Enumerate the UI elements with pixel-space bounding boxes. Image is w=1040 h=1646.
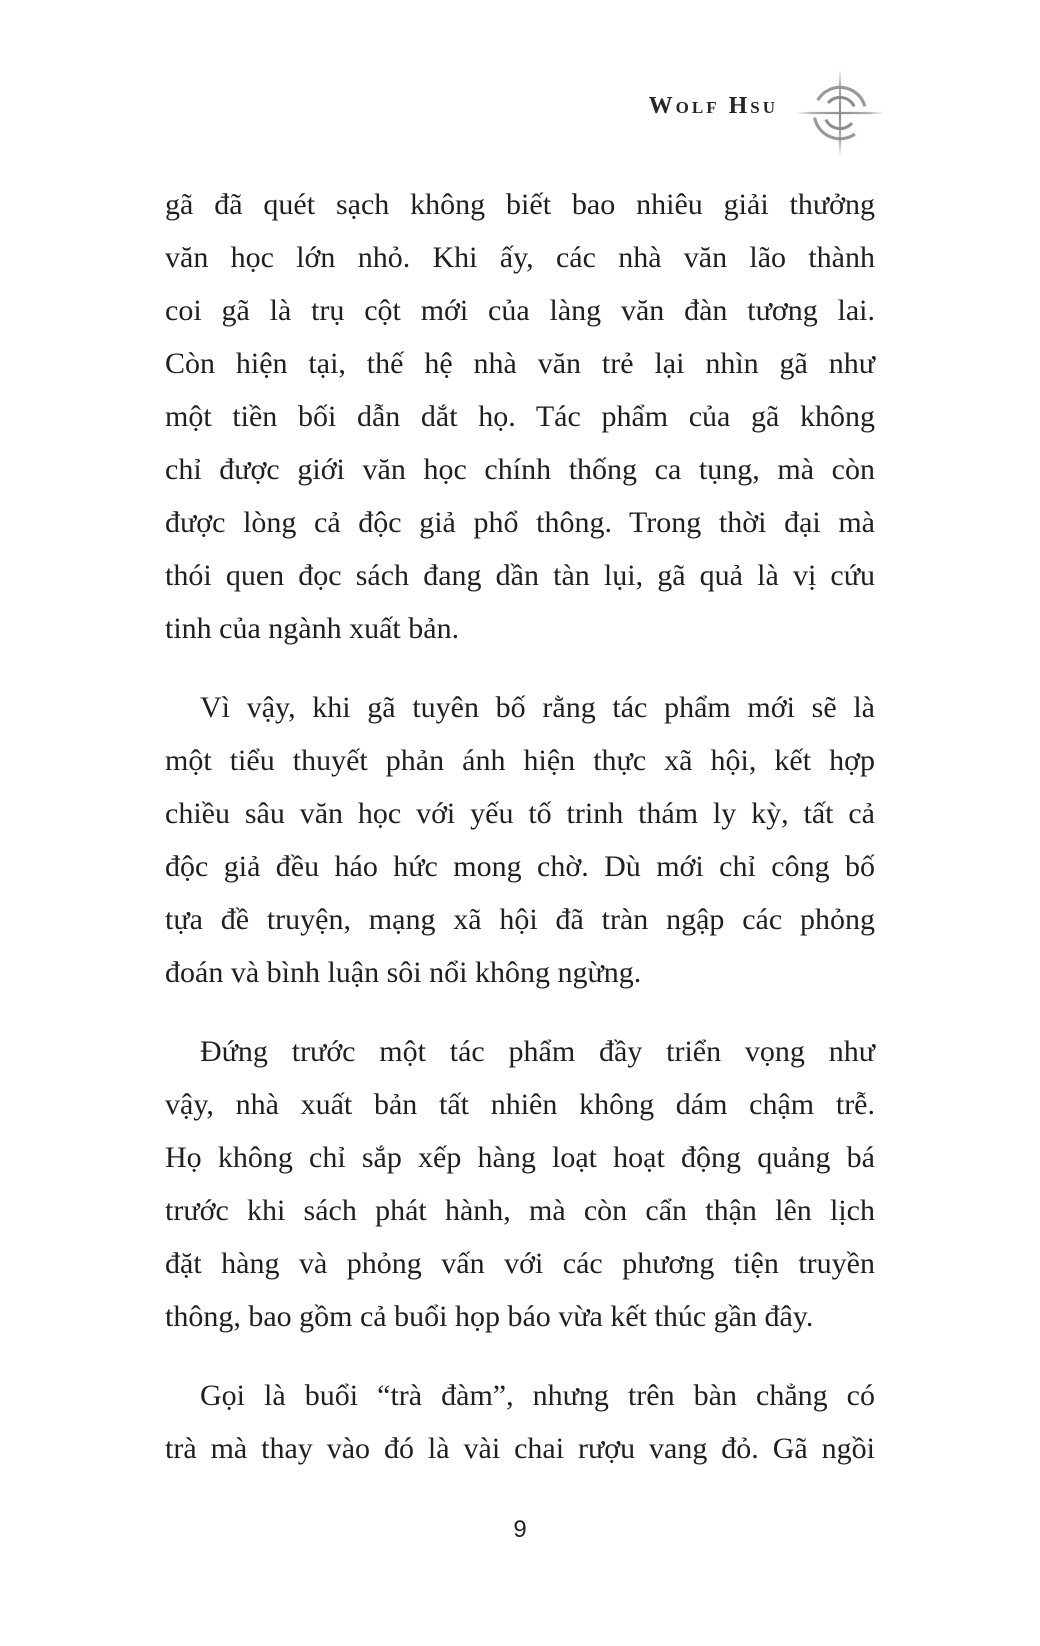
text-line: Gọi là buổi “trà đàm”, nhưng trên bàn chẳng có [200,1379,875,1412]
text-line: chỉ được giới văn học chính thống ca tụng, mà còn [165,453,875,486]
text-line: tinh của ngành xuất bản. [165,612,460,645]
text-line: đoán và bình luận sôi nổi không ngừng. [165,956,642,989]
text-line: Còn hiện tại, thế hệ nhà văn trẻ lại nhìn gã như [165,347,875,380]
paragraph [165,1025,875,1343]
text-line: văn học lớn nhỏ. Khi ấy, các nhà văn lão thành [165,241,875,274]
text-line: Vì vậy, khi gã tuyên bố rằng tác phẩm mới sẽ là [200,691,875,724]
text-line: một tiểu thuyết phản ánh hiện thực xã hội, kết hợp [165,744,875,777]
text-line: gã đã quét sạch không biết bao nhiêu giải thưởng [165,188,875,221]
text-line: chiều sâu văn học với yếu tố trinh thám ly kỳ, tất cả [165,797,875,830]
text-line: Đứng trước một tác phẩm đầy triển vọng như [200,1035,875,1068]
crosshair-compass-icon [794,67,886,159]
text-line: một tiền bối dẫn dắt họ. Tác phẩm của gã không [165,400,875,433]
text-line: Họ không chỉ sắp xếp hàng loạt hoạt động quảng bá [165,1141,875,1174]
text-line: được lòng cả độc giả phổ thông. Trong thời đại mà [165,506,875,539]
paragraph [165,1369,875,1475]
text-line: thói quen đọc sách đang dần tàn lụi, gã quả là vị cứu [165,559,875,592]
text-line: trước khi sách phát hành, mà còn cẩn thận lên lịch [165,1194,875,1227]
text-line: tựa đề truyện, mạng xã hội đã tràn ngập các phỏng [165,903,875,936]
text-line: coi gã là trụ cột mới của làng văn đàn tương lai. [165,294,875,327]
paragraph [165,178,875,655]
paragraph [165,681,875,999]
page-number: 9 [513,1516,527,1543]
text-line: thông, bao gồm cả buổi họp báo vừa kết thúc gần đây. [165,1300,814,1333]
text-line: đặt hàng và phỏng vấn với các phương tiện truyền [165,1247,875,1280]
text-line: vậy, nhà xuất bản tất nhiên không dám chậm trễ. [165,1088,875,1121]
text-line: độc giả đều háo hức mong chờ. Dù mới chỉ công bố [165,850,875,883]
text-line: trà mà thay vào đó là vài chai rượu vang đỏ. Gã ngồi [165,1432,875,1465]
running-header-author: Wolf Hsu [648,93,778,119]
body-text [165,178,875,1475]
